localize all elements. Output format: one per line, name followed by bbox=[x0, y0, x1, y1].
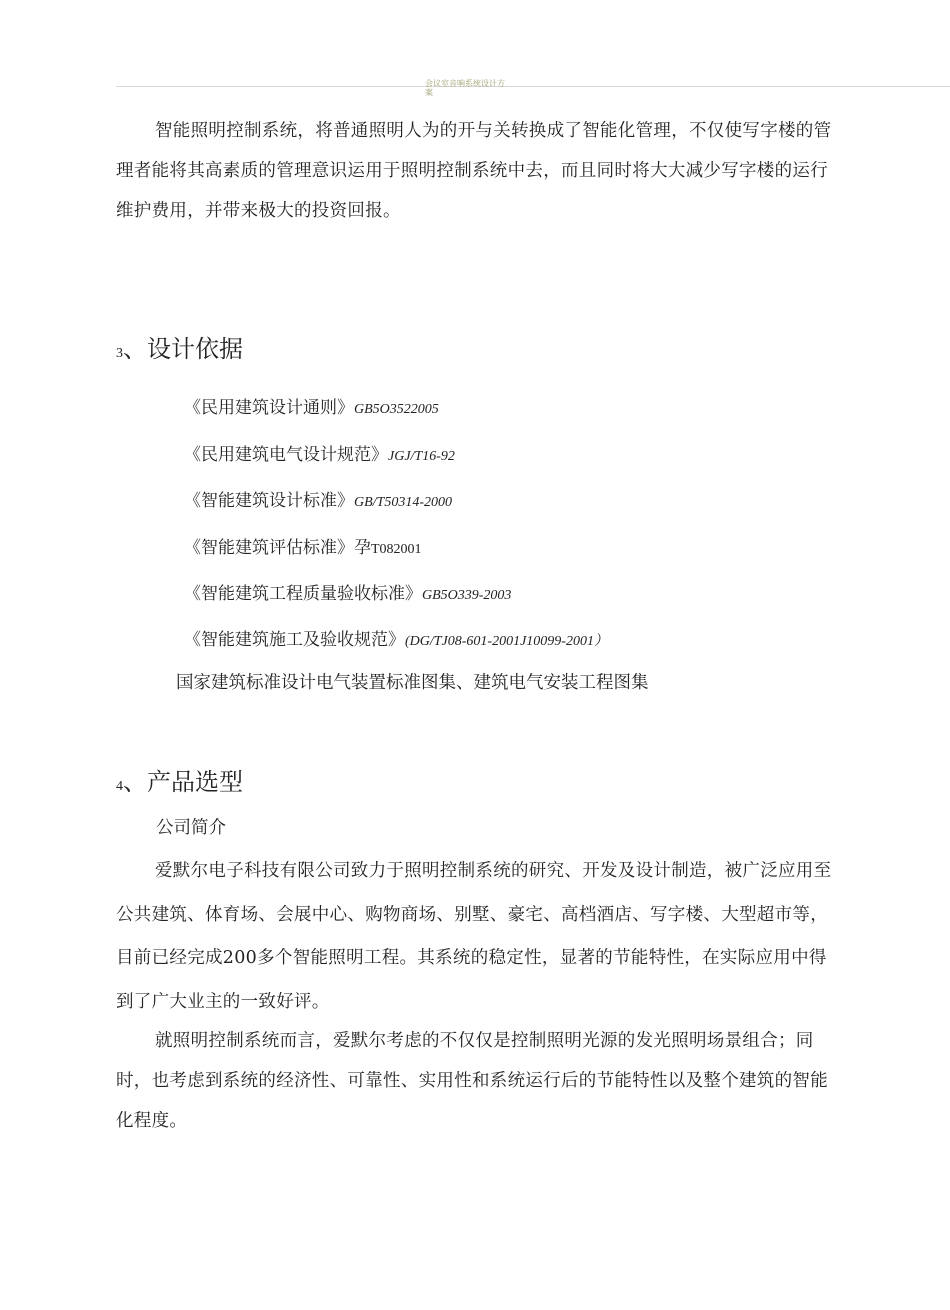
reference-code: (DG/TJ08-601-2001J10099-2001） bbox=[405, 634, 608, 649]
reference-code: GB/T50314-2000 bbox=[354, 495, 452, 510]
section-4-title: 产品选型 bbox=[147, 768, 243, 796]
section-4-heading bbox=[116, 767, 243, 802]
reference-item bbox=[184, 536, 422, 562]
reference-title: 《智能建筑评估标准》孕 bbox=[184, 538, 371, 558]
reference-code: GB5O339-2003 bbox=[422, 588, 512, 603]
running-header-line-2: 案 bbox=[425, 88, 433, 97]
section-4-separator: 、 bbox=[123, 768, 147, 796]
section-3-title: 设计依据 bbox=[147, 335, 243, 363]
reference-title: 《智能建筑施工及验收规范》 bbox=[184, 630, 405, 650]
reference-code: JGJ/T16-92 bbox=[388, 449, 455, 464]
reference-item bbox=[184, 582, 511, 608]
section-3-separator: 、 bbox=[123, 335, 147, 363]
reference-title: 《民用建筑设计通则》 bbox=[184, 398, 354, 418]
company-paragraph-1: 爱默尔电子科技有限公司致力于照明控制系统的研究、开发及设计制造，被广泛应用至公共建筑、体育场、会展中心、购物商场、别墅、豪宅、高档酒店、写字楼、大型超市等，目前已经完成200多个智能照明工程。其系统的稳定性，显著的节能特性，在实际应用中得到了广大业主的一致好评。 bbox=[116, 861, 832, 1012]
section-3-number: 3 bbox=[116, 346, 123, 361]
running-header bbox=[425, 79, 525, 97]
section-3-heading bbox=[116, 334, 243, 369]
reference-item bbox=[184, 489, 452, 515]
reference-code: GB5O3522005 bbox=[354, 402, 439, 417]
reference-code: T082001 bbox=[371, 542, 422, 557]
company-paragraph-2: 就照明控制系统而言，爱默尔考虑的不仅仅是控制照明光源的发光照明场景组合；同时，也考虑到系统的经济性、可靠性、实用性和系统运行后的节能特性以及整个建筑的智能化程度。 bbox=[116, 1031, 828, 1131]
reference-item bbox=[184, 443, 455, 469]
company-intro-subheading: 公司简介 bbox=[156, 818, 226, 838]
reference-title: 《智能建筑工程质量验收标准》 bbox=[184, 584, 422, 604]
reference-title: 《智能建筑设计标准》 bbox=[184, 491, 354, 511]
reference-item bbox=[184, 628, 608, 654]
intro-paragraph: 智能照明控制系统，将普通照明人为的开与关转换成了智能化管理，不仅使写字楼的管理者能将其高素质的管理意识运用于照明控制系统中去，而且同时将大大减少写字楼的运行维护费用，并带来极大的投资回报。 bbox=[116, 121, 832, 221]
section-4-number: 4 bbox=[116, 779, 123, 794]
reference-item bbox=[184, 396, 439, 422]
running-header-line-1: 会议室音响系统设计方 bbox=[425, 79, 505, 88]
reference-title: 《民用建筑电气设计规范》 bbox=[184, 445, 388, 465]
atlas-line: 国家建筑标准设计电气装置标准图集、建筑电气安装工程图集 bbox=[176, 673, 649, 693]
header-rule bbox=[116, 86, 950, 87]
